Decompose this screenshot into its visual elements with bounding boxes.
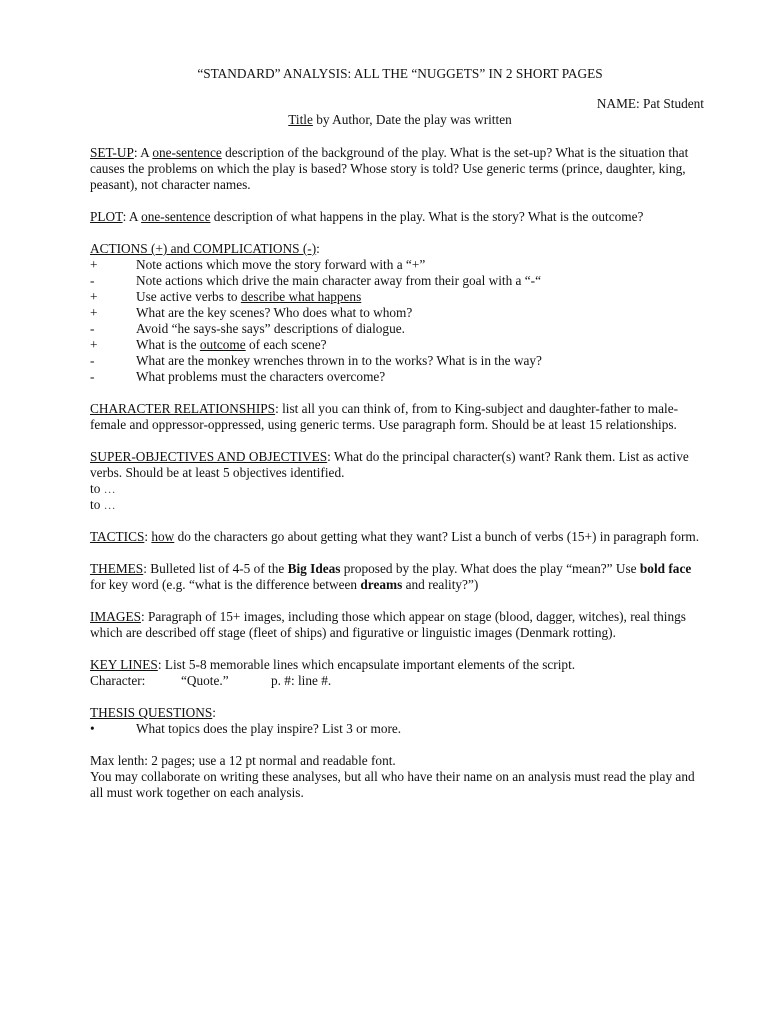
action-symbol: +	[90, 257, 98, 272]
action-item	[90, 353, 710, 369]
action-text-post: of each scene?	[245, 337, 327, 352]
action-symbol: -	[90, 273, 95, 288]
tactics-underlined: how	[151, 529, 175, 544]
tactics-sep: :	[144, 529, 152, 544]
action-symbol: -	[90, 369, 95, 384]
plot-label: PLOT	[90, 209, 123, 224]
thesis-after: :	[212, 705, 216, 720]
images-label: IMAGES	[90, 609, 141, 624]
themes-text-2: proposed by the play. What does the play “mean?” Use	[340, 561, 640, 576]
action-text: What are the monkey wrenches thrown in to the works? What is in the way?	[136, 353, 542, 368]
objectives-text: : What do the principal character(s) want? Rank them. List as active verbs. Should be at least 5 objectives identified.	[90, 449, 689, 480]
action-text-underlined: describe what happens	[240, 289, 362, 304]
thesis-label: THESIS QUESTIONS	[90, 705, 213, 720]
tactics-label: TACTICS	[90, 529, 145, 544]
objectives-paragraph	[90, 449, 710, 481]
themes-text-3: for key word (e.g. “what is the difference between	[90, 577, 361, 592]
thesis-item	[90, 721, 710, 737]
keylines-label: KEY LINES	[90, 657, 158, 672]
action-item	[90, 305, 710, 321]
keylines-text: : List 5-8 memorable lines which encapsulate important elements of the script.	[157, 657, 576, 672]
themes-bold-3: dreams	[360, 577, 403, 592]
keylines-page: p. #: line #.	[271, 673, 332, 688]
relationships-section	[90, 401, 710, 433]
action-symbol: +	[90, 305, 98, 320]
title-word: Title	[288, 112, 313, 127]
thesis-heading	[90, 705, 710, 721]
objectives-section	[90, 449, 710, 513]
setup-label: SET-UP	[90, 145, 134, 160]
action-item	[90, 337, 710, 353]
name-line: NAME: Pat Student	[596, 96, 704, 111]
keylines-paragraph	[90, 657, 710, 673]
action-symbol: +	[90, 337, 98, 352]
images-text: : Paragraph of 15+ images, including those which appear on stage (blood, dagger, witches), real things which are described off stage (fleet of ships) and figurative or linguistic images (Denmark rotting).	[90, 609, 686, 640]
action-text: Note actions which move the story forward with a “+”	[136, 257, 426, 272]
plot-text: description of what happens in the play. What is the story? What is the outcome?	[210, 209, 644, 224]
actions-section	[90, 241, 710, 385]
action-text	[136, 289, 361, 305]
action-symbol: -	[90, 321, 95, 336]
objective-line-to: to	[90, 497, 101, 512]
footer-line-2: You may collaborate on writing these analyses, but all who have their name on an analysis must read the play and all must work together on each analysis.	[90, 769, 695, 800]
keylines-character: Character:	[90, 673, 146, 688]
action-text: Note actions which drive the main character away from their goal with a “-“	[136, 273, 542, 288]
footer-line-1: Max lenth: 2 pages; use a 12 pt normal and readable font.	[90, 753, 396, 768]
setup-underlined: one-sentence	[152, 145, 222, 160]
action-text: What are the key scenes? Who does what to whom?	[136, 305, 413, 320]
action-text-pre: Use active verbs to	[136, 289, 241, 304]
objective-line-to: to	[90, 481, 101, 496]
actions-after: :	[316, 241, 320, 256]
themes-section	[90, 561, 710, 593]
plot-underlined: one-sentence	[141, 209, 211, 224]
plot-pre: : A	[122, 209, 142, 224]
keylines-example	[90, 673, 710, 689]
actions-heading	[90, 241, 710, 257]
action-symbol: +	[90, 289, 98, 304]
tactics-text: do the characters go about getting what they want? List a bunch of verbs (15+) in paragraph form.	[174, 529, 700, 544]
thesis-item-text: What topics does the play inspire? List 3 or more.	[136, 721, 402, 736]
action-symbol: -	[90, 353, 95, 368]
themes-bold-1: Big Ideas	[287, 561, 341, 576]
plot-section	[90, 209, 710, 225]
keylines-section	[90, 657, 710, 689]
keylines-quote: “Quote.”	[181, 673, 229, 688]
images-section	[90, 609, 710, 641]
objective-line	[90, 497, 710, 513]
document-page	[90, 66, 710, 801]
action-text: Avoid “he says-she says” descriptions of dialogue.	[136, 321, 405, 336]
footer-notes	[90, 753, 710, 801]
action-item	[90, 289, 710, 305]
action-text: What problems must the characters overcome?	[136, 369, 386, 384]
setup-section	[90, 145, 710, 193]
themes-text-4: and reality?”)	[402, 577, 479, 592]
action-item	[90, 257, 710, 273]
tactics-section	[90, 529, 710, 545]
objective-line	[90, 481, 710, 497]
actions-label: ACTIONS (+) and COMPLICATIONS (-)	[90, 241, 317, 256]
bullet-icon: •	[90, 721, 95, 736]
relationships-text: : list all you can think of, from to King-subject and daughter-father to male-female and oppressor-oppressed, using generic terms. Use paragraph form. Should be at least 15 relationships.	[90, 401, 679, 432]
action-item	[90, 273, 710, 289]
relationships-label: CHARACTER RELATIONSHIPS	[90, 401, 276, 416]
objective-ellipsis: …	[103, 482, 116, 496]
themes-bold-2: bold face	[639, 561, 692, 576]
title-rest: by Author, Date the play was written	[312, 112, 512, 127]
thesis-section	[90, 705, 710, 737]
document-heading: “STANDARD” ANALYSIS: ALL THE “NUGGETS” IN 2 SHORT PAGES	[197, 66, 603, 81]
action-text-pre: What is the	[136, 337, 200, 352]
setup-pre: : A	[133, 145, 153, 160]
objectives-label: SUPER-OBJECTIVES AND OBJECTIVES	[90, 449, 328, 464]
action-item	[90, 321, 710, 337]
themes-label: THEMES	[90, 561, 144, 576]
action-text	[136, 337, 327, 353]
themes-text-1: : Bulleted list of 4-5 of the	[143, 561, 288, 576]
title-line	[90, 112, 710, 128]
objective-ellipsis: …	[103, 498, 116, 512]
action-item	[90, 369, 710, 385]
setup-text: description of the background of the play. What is the set-up? What is the situation that causes the problems on which the play is based? Whose story is told? Use generic terms (prince, daughter, king, peasant), not character names.	[90, 145, 689, 192]
action-text-underlined: outcome	[199, 337, 246, 352]
